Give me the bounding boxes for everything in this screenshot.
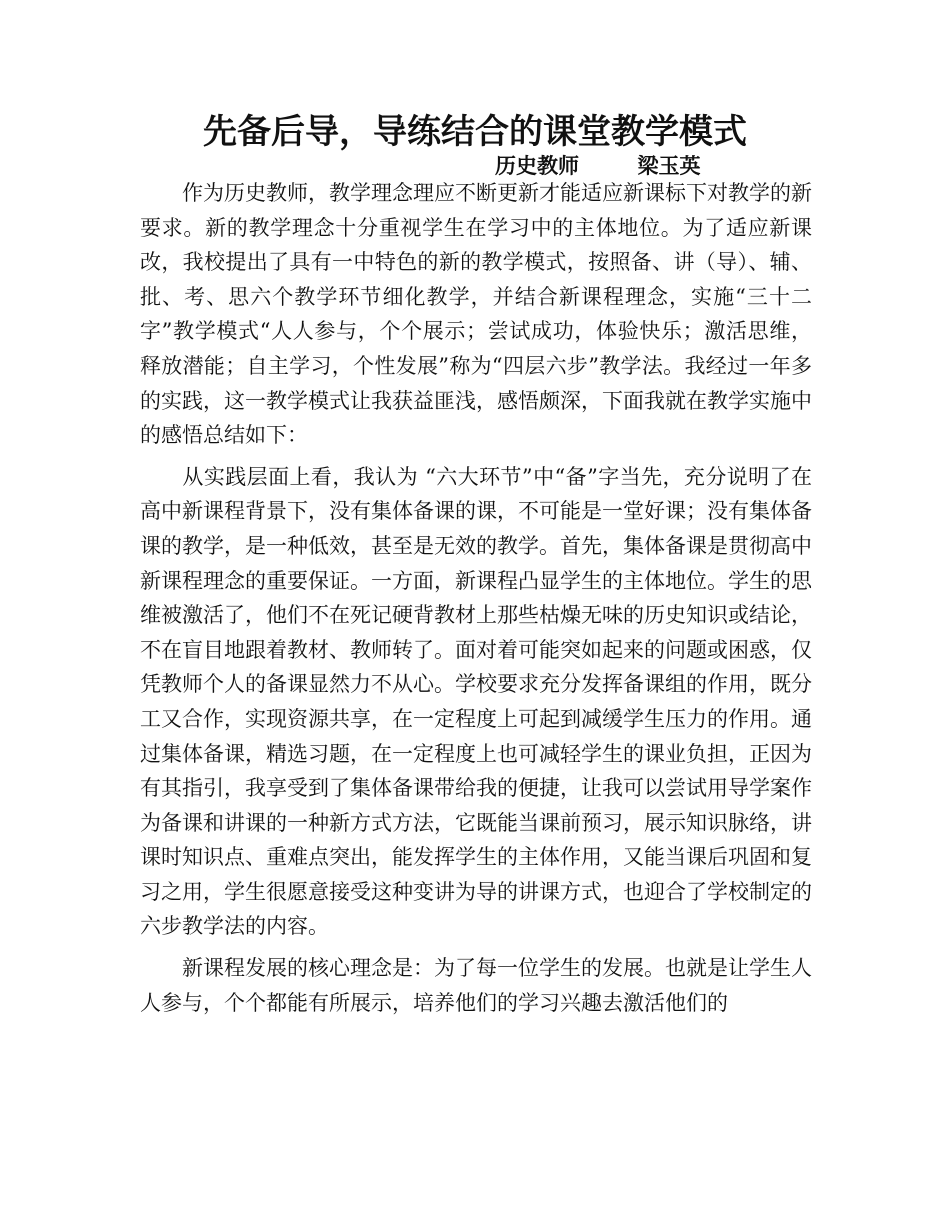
document-title: 先备后导，导练结合的课堂教学模式	[203, 112, 747, 152]
paragraph-text: 从实践层面上看，我认为 “六大环节”中“备”字当先，充分说明了在高中新课程背景下，没有集体备课的课，不可能是一堂好课；没有集体备课的教学，是一种低效，甚至是无效的教学。首先，集体备课是贯彻高中新课程理念的重要保证。一方面，新课程凸显学生的主体地位。学生的思维被激活了，他们不在死记硬背教材上那些枯燥无味的历史知识或结论，不在盲目地跟着教材、教师转了。面对着可能突如起来的问题或困惑，仅凭教师个人的备课显然力不从心。学校要求充分发挥备课组的作用，既分工又合作，实现资源共享，在一定程度上可起到减缓学生压力的作用。通过集体备课，精选习题，在一定程度上也可减轻学生的课业负担，正因为有其指引，我享受到了集体备课带给我的便捷，让我可以尝试用导学案作为备课和讲课的一种新方式方法，它既能当课前预习，展示知识脉络，讲课时知识点、重难点突出，能发挥学生的主体作用，又能当课后巩固和复习之用，学生很愿意接受这种变讲为导的讲课方式，也迎合了学校制定的六步教学法的内容。	[140, 464, 812, 939]
paragraph	[140, 176, 812, 453]
author-name: 梁玉英	[637, 153, 701, 178]
author-role: 历史教师	[495, 153, 579, 178]
byline-gap	[579, 153, 638, 178]
paragraph-text: 作为历史教师，教学理念理应不断更新才能适应新课标下对教学的新要求。新的教学理念十分重视学生在学习中的主体地位。为了适应新课改，我校提出了具有一中特色的新的教学模式，按照备、讲（导）、辅、批、考、思六个教学环节细化教学，并结合新课程理念，实施“三十二字”教学模式“人人参与，个个展示；尝试成功，体验快乐；激活思维，释放潜能；自主学习，个性发展”称为“四层六步”教学法。我经过一年多的实践，这一教学模式让我获益匪浅，感悟颇深，下面我就在教学实施中的感悟总结如下：	[140, 181, 812, 448]
paragraph	[140, 460, 812, 944]
paragraph	[140, 951, 812, 1020]
paragraph-text: 新课程发展的核心理念是：为了每一位学生的发展。也就是让学生人人参与，个个都能有所展示，培养他们的学习兴趣去激活他们的	[140, 956, 812, 1015]
document-body	[140, 176, 812, 1020]
